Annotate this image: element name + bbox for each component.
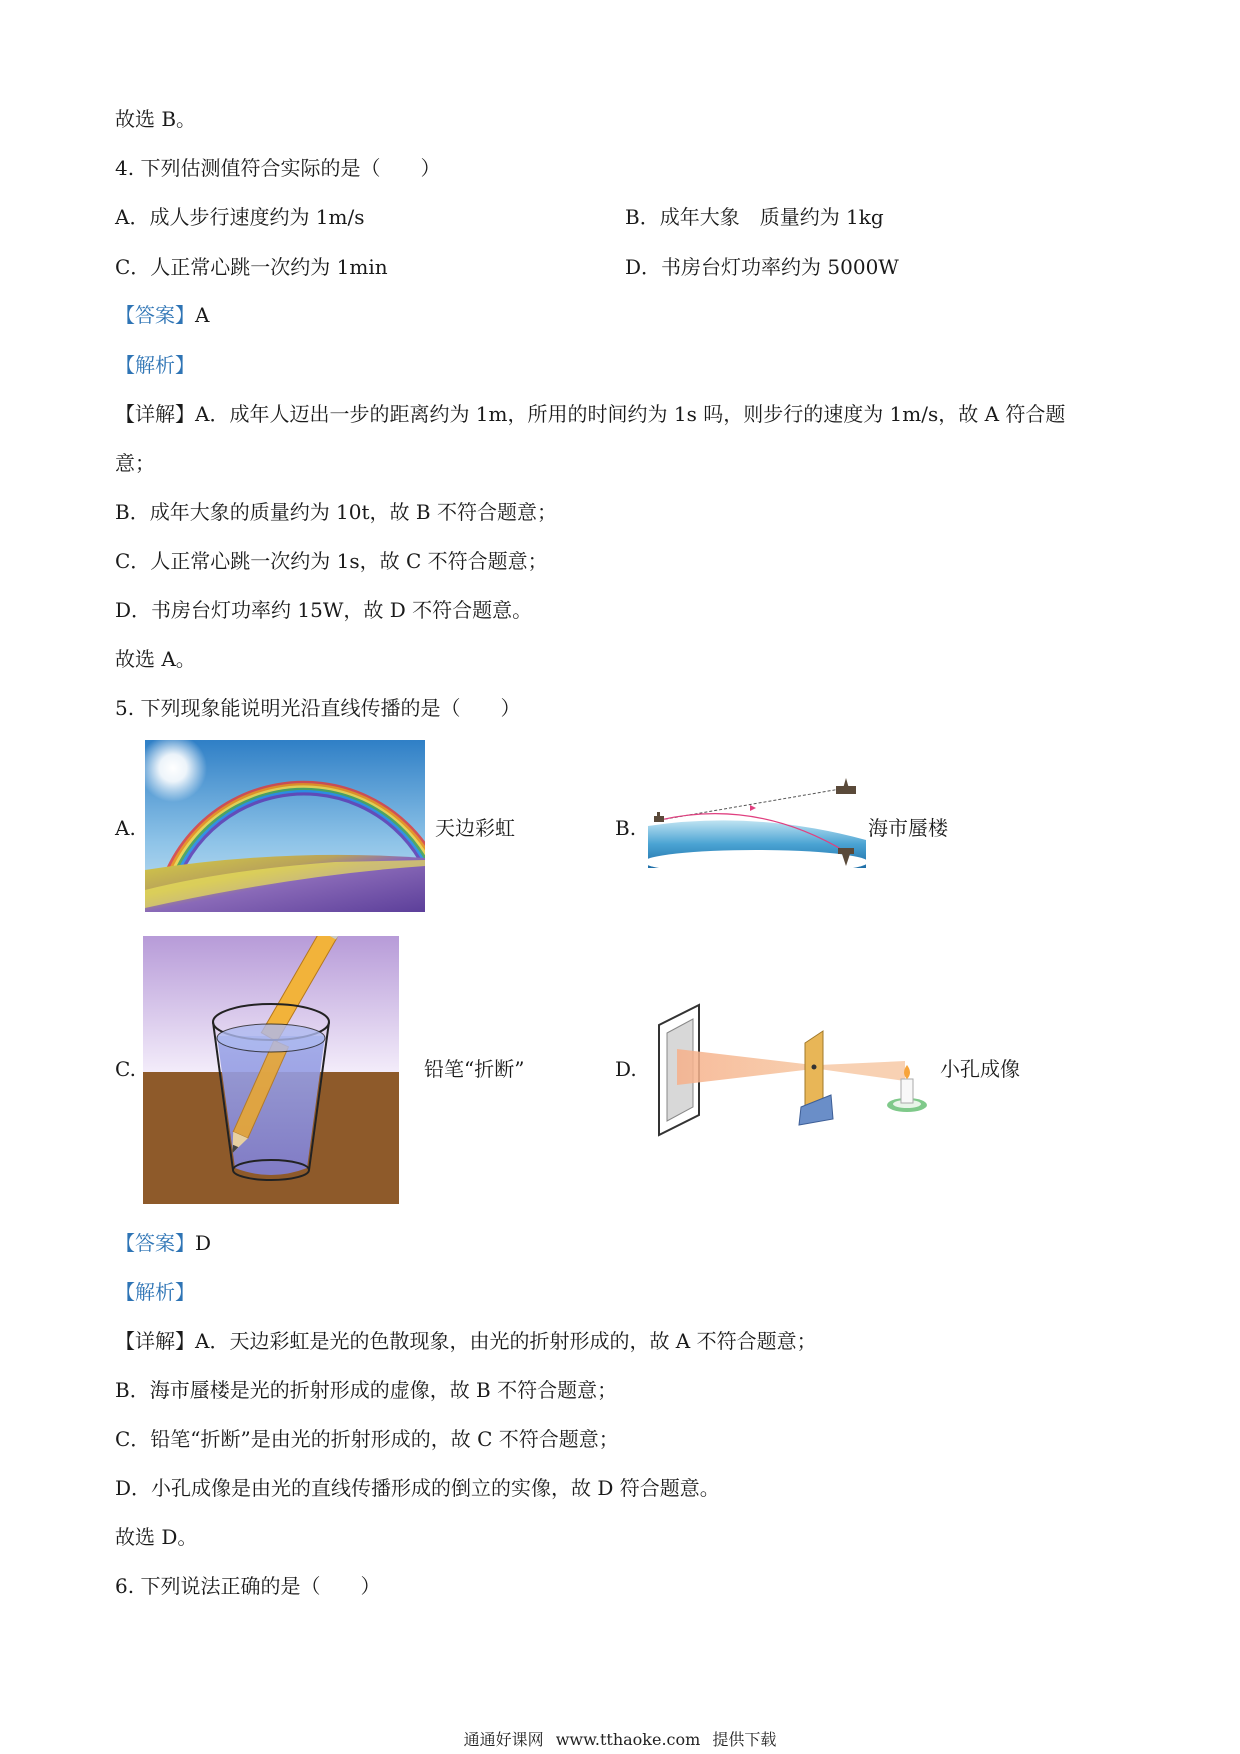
q5-option-a-letter: A.	[115, 816, 136, 840]
rainbow-image	[145, 740, 425, 912]
q4-option-a: A．成人步行速度约为 1m/s	[115, 205, 365, 229]
q4-option-b: B．成年大象 质量约为 1kg	[625, 205, 884, 229]
q5-detail-2: B．海市蜃楼是光的折射形成的虚像，故 B 不符合题意；	[115, 1378, 618, 1402]
q6-stem: 6. 下列说法正确的是（ ）	[115, 1574, 381, 1598]
q4-answer-tag: 【答案】	[115, 303, 195, 327]
q4-answer: A	[195, 303, 210, 327]
pencil-glass-image	[143, 936, 399, 1204]
q4-conclusion: 故选 A。	[115, 647, 196, 671]
q5-detail-1: 【详解】A．天边彩虹是光的色散现象，由光的折射形成的，故 A 不符合题意；	[115, 1329, 817, 1353]
q4-option-c: C．人正常心跳一次约为 1min	[115, 255, 388, 279]
q5-answer: D	[195, 1231, 212, 1255]
mirage-image	[646, 770, 868, 868]
q4-detail-3: C．人正常心跳一次约为 1s，故 C 不符合题意；	[115, 549, 548, 573]
footer-site: 通通好课网	[463, 1730, 544, 1749]
pinhole-image	[655, 1003, 935, 1137]
q4-detail-4: D．书房台灯功率约 15W，故 D 不符合题意。	[115, 598, 533, 622]
q4-stem: 4. 下列估测值符合实际的是（ ）	[115, 156, 441, 180]
q5-stem: 5. 下列现象能说明光沿直线传播的是（ ）	[115, 696, 521, 720]
q5-detail-4: D．小孔成像是由光的直线传播形成的倒立的实像，故 D 符合题意。	[115, 1476, 720, 1500]
q5-conclusion: 故选 D。	[115, 1525, 198, 1549]
q4-detail-1b: 意；	[115, 451, 155, 475]
q5-option-c-letter: C.	[115, 1057, 136, 1081]
q5-option-b-letter: B.	[615, 816, 637, 840]
q4-analysis-tag: 【解析】	[115, 353, 195, 377]
footer-url[interactable]: www.tthaoke.com	[555, 1730, 701, 1749]
q4-detail-1: 【详解】A．成年人迈出一步的距离约为 1m，所用的时间约为 1s 吗，则步行的速度为 1m/s，故 A 符合题	[115, 402, 1066, 426]
q5-answer-line	[115, 1230, 211, 1256]
q5-option-b-label: 海市蜃楼	[868, 816, 948, 840]
q4-detail-2: B．成年大象的质量约为 10t，故 B 不符合题意；	[115, 500, 557, 524]
q5-option-d-label: 小孔成像	[940, 1057, 1020, 1081]
q5-option-a-label: 天边彩虹	[435, 816, 515, 840]
q5-answer-tag: 【答案】	[115, 1231, 195, 1255]
q4-answer-line	[115, 302, 209, 328]
page-footer	[0, 1730, 1240, 1750]
footer-note: 提供下载	[712, 1730, 777, 1749]
q5-detail-3: C．铅笔“折断”是由光的折射形成的，故 C 不符合题意；	[115, 1427, 619, 1451]
q4-option-d: D．书房台灯功率约为 5000W	[625, 255, 899, 279]
q5-option-c-label: 铅笔“折断”	[424, 1057, 525, 1081]
q3-conclusion: 故选 B。	[115, 107, 197, 131]
q5-option-d-letter: D.	[615, 1057, 637, 1081]
q5-analysis-tag: 【解析】	[115, 1280, 195, 1304]
